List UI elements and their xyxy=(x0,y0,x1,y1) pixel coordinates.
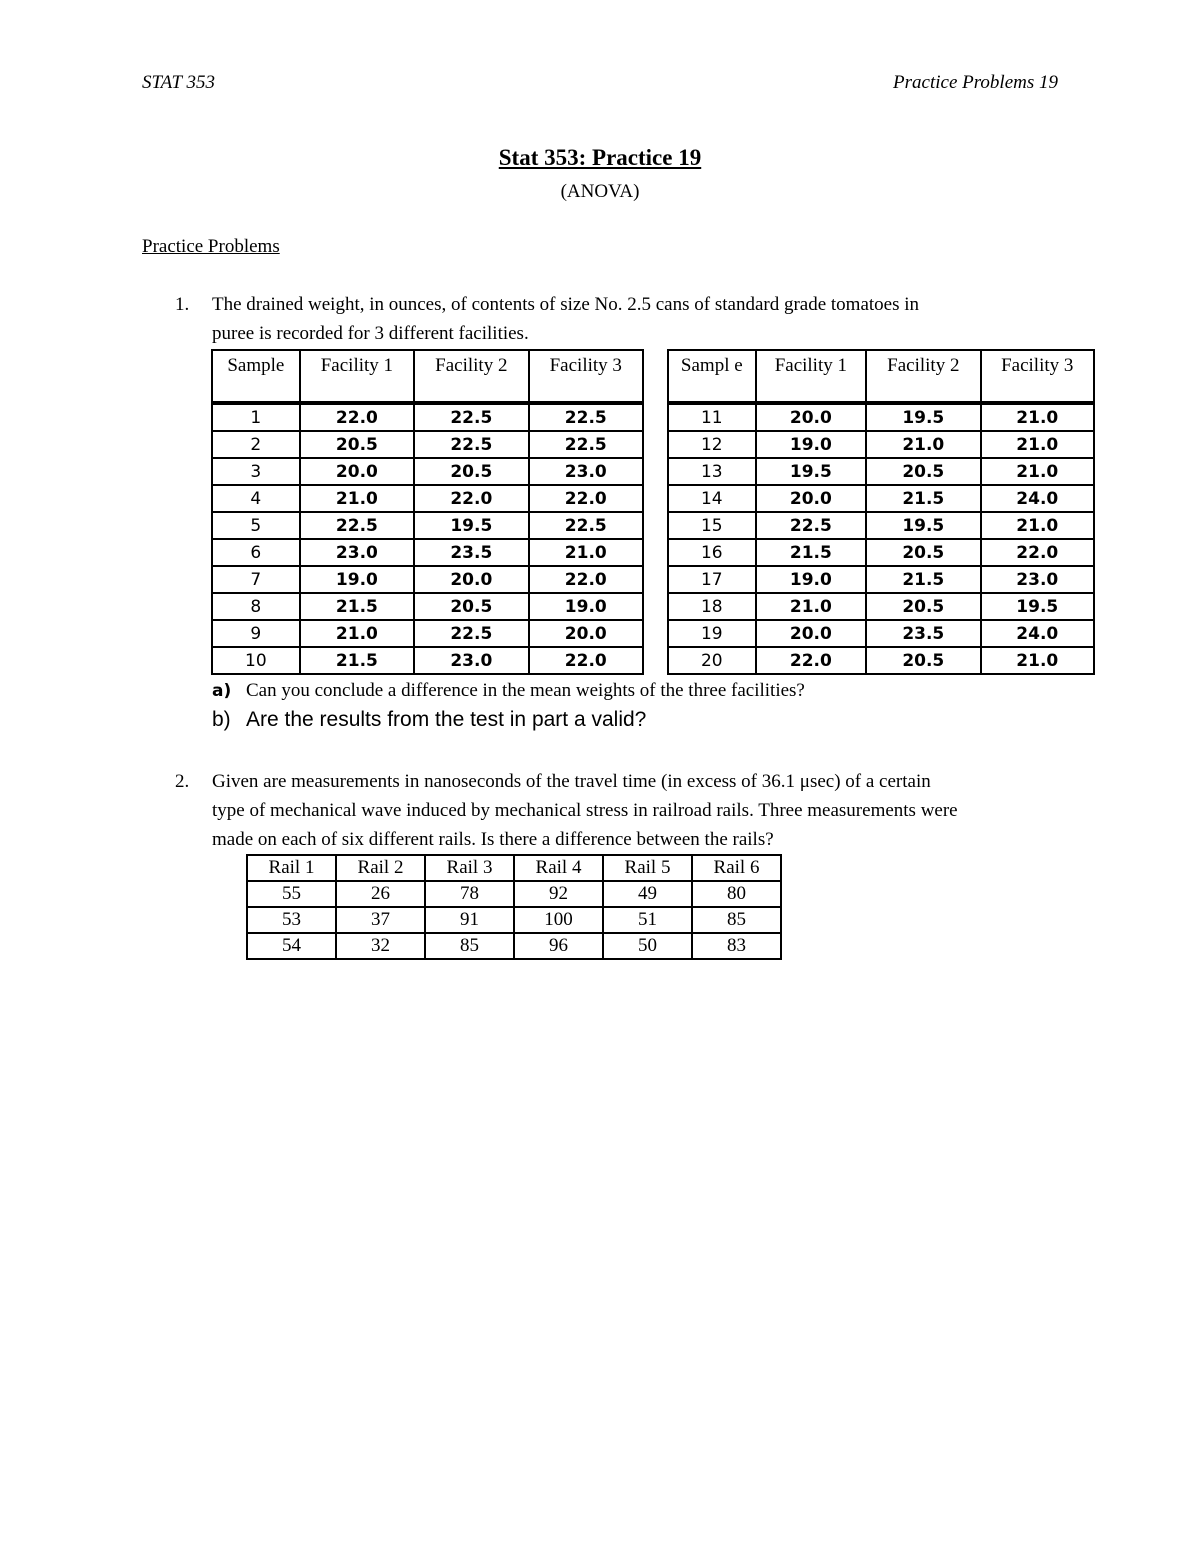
table-cell: 6 xyxy=(212,539,300,566)
table-cell: 3 xyxy=(212,458,300,485)
column-header: Rail 6 xyxy=(692,855,781,881)
page-title xyxy=(0,145,1200,171)
table-cell: 22.0 xyxy=(529,566,643,593)
table-cell: 53 xyxy=(247,907,336,933)
table-row xyxy=(668,647,1094,674)
table-cell: 20.5 xyxy=(414,458,528,485)
header-document: Practice Problems 19 xyxy=(893,72,1058,93)
table-row xyxy=(212,512,643,539)
table-row xyxy=(668,431,1094,458)
table-cell: 24.0 xyxy=(981,620,1094,647)
table-cell: 15 xyxy=(668,512,756,539)
table-cell: 78 xyxy=(425,881,514,907)
table-cell: 21.0 xyxy=(981,458,1094,485)
table-cell: 7 xyxy=(212,566,300,593)
table-cell: 50 xyxy=(603,933,692,959)
table-cell: 17 xyxy=(668,566,756,593)
rails-table xyxy=(246,854,782,960)
table-cell: 22.5 xyxy=(300,512,414,539)
weights-table-right xyxy=(667,349,1095,675)
table-row xyxy=(212,647,643,674)
question-a xyxy=(212,680,805,702)
problem2-line2: type of mechanical wave induced by mechanical stress in railroad rails. Three measurements were xyxy=(212,800,958,821)
table-cell: 19.5 xyxy=(866,403,980,431)
table-cell: 20.5 xyxy=(866,458,980,485)
table-row xyxy=(212,566,643,593)
table-cell: 96 xyxy=(514,933,603,959)
table-row xyxy=(668,566,1094,593)
column-header: Facility 3 xyxy=(529,350,643,403)
table-cell: 2 xyxy=(212,431,300,458)
table-cell: 19.0 xyxy=(756,431,866,458)
table-cell: 21.5 xyxy=(300,647,414,674)
table-cell: 20.5 xyxy=(866,647,980,674)
table-cell: 22.5 xyxy=(529,512,643,539)
table-cell: 80 xyxy=(692,881,781,907)
table-cell: 10 xyxy=(212,647,300,674)
question-b xyxy=(212,708,646,732)
table-cell: 20.0 xyxy=(756,485,866,512)
table-row xyxy=(212,485,643,512)
table-row xyxy=(668,458,1094,485)
table-header-row xyxy=(212,350,643,403)
column-header: Rail 5 xyxy=(603,855,692,881)
table-cell: 23.5 xyxy=(414,539,528,566)
table-row xyxy=(247,907,781,933)
table-cell: 22.5 xyxy=(756,512,866,539)
table-cell: 21.0 xyxy=(529,539,643,566)
table-cell: 37 xyxy=(336,907,425,933)
table-row xyxy=(668,485,1094,512)
table-cell: 21.0 xyxy=(866,431,980,458)
table-cell: 19.5 xyxy=(414,512,528,539)
table-cell: 92 xyxy=(514,881,603,907)
column-header: Facility 2 xyxy=(414,350,528,403)
table-cell: 21.0 xyxy=(300,485,414,512)
problem1-line1: The drained weight, in ounces, of contents of size No. 2.5 cans of standard grade tomatoes in xyxy=(212,294,920,315)
table-row xyxy=(668,593,1094,620)
table-cell: 22.5 xyxy=(414,431,528,458)
table-cell: 11 xyxy=(668,403,756,431)
question-b-text: Are the results from the test in part a valid? xyxy=(246,708,647,731)
table-cell: 20 xyxy=(668,647,756,674)
table-row xyxy=(668,512,1094,539)
column-header: Facility 1 xyxy=(756,350,866,403)
table-row xyxy=(212,539,643,566)
table-header-row xyxy=(247,855,781,881)
table-row xyxy=(212,593,643,620)
table-cell: 20.5 xyxy=(866,593,980,620)
table-cell: 19.5 xyxy=(981,593,1094,620)
table-cell: 22.5 xyxy=(529,431,643,458)
table-cell: 13 xyxy=(668,458,756,485)
weights-table-left xyxy=(211,349,644,675)
table-cell: 22.0 xyxy=(756,647,866,674)
problem1-text xyxy=(212,290,1072,348)
table-row xyxy=(212,620,643,647)
table-row xyxy=(668,403,1094,431)
table-cell: 91 xyxy=(425,907,514,933)
table-cell: 22.0 xyxy=(529,485,643,512)
table-cell: 23.0 xyxy=(529,458,643,485)
table-cell: 20.0 xyxy=(756,403,866,431)
table-cell: 9 xyxy=(212,620,300,647)
table-cell: 21.5 xyxy=(866,566,980,593)
question-a-label: a) xyxy=(212,681,232,701)
table-row xyxy=(668,539,1094,566)
table-cell: 21.0 xyxy=(756,593,866,620)
table-cell: 8 xyxy=(212,593,300,620)
table-cell: 12 xyxy=(668,431,756,458)
problem1-number: 1. xyxy=(175,294,190,315)
table-header-row xyxy=(668,350,1094,403)
column-header: Facility 2 xyxy=(866,350,980,403)
table-cell: 22.5 xyxy=(414,403,528,431)
table-cell: 85 xyxy=(692,907,781,933)
page-title-text: Stat 353: Practice 19 xyxy=(498,145,702,170)
table-row xyxy=(212,458,643,485)
table-cell: 21.5 xyxy=(300,593,414,620)
table-cell: 55 xyxy=(247,881,336,907)
table-cell: 14 xyxy=(668,485,756,512)
column-header: Sampl e xyxy=(668,350,756,403)
table-cell: 4 xyxy=(212,485,300,512)
column-header: Rail 3 xyxy=(425,855,514,881)
table-cell: 5 xyxy=(212,512,300,539)
table-cell: 19.5 xyxy=(866,512,980,539)
table-cell: 21.0 xyxy=(981,512,1094,539)
table-cell: 22.0 xyxy=(529,647,643,674)
table-cell: 21.5 xyxy=(756,539,866,566)
table-cell: 23.0 xyxy=(300,539,414,566)
table-cell: 20.0 xyxy=(756,620,866,647)
column-header: Rail 2 xyxy=(336,855,425,881)
table-cell: 22.5 xyxy=(529,403,643,431)
table-cell: 100 xyxy=(514,907,603,933)
table-cell: 54 xyxy=(247,933,336,959)
table-cell: 20.5 xyxy=(866,539,980,566)
table-cell: 23.5 xyxy=(866,620,980,647)
column-header: Facility 1 xyxy=(300,350,414,403)
table-cell: 16 xyxy=(668,539,756,566)
table-cell: 19.0 xyxy=(300,566,414,593)
table-cell: 22.0 xyxy=(414,485,528,512)
problem1-line2: puree is recorded for 3 different facilities. xyxy=(212,323,529,344)
table-cell: 83 xyxy=(692,933,781,959)
problem2-line3: made on each of six different rails. Is there a difference between the rails? xyxy=(212,829,774,850)
table-cell: 49 xyxy=(603,881,692,907)
table-cell: 23.0 xyxy=(414,647,528,674)
question-a-text: Can you conclude a difference in the mean weights of the three facilities? xyxy=(246,680,805,701)
table-cell: 24.0 xyxy=(981,485,1094,512)
column-header: Rail 1 xyxy=(247,855,336,881)
table-cell: 23.0 xyxy=(981,566,1094,593)
table-cell: 32 xyxy=(336,933,425,959)
table-cell: 1 xyxy=(212,403,300,431)
problem2-text xyxy=(212,767,1072,854)
section-heading: Practice Problems xyxy=(142,236,280,257)
table-cell: 22.0 xyxy=(981,539,1094,566)
table-row xyxy=(247,933,781,959)
table-row xyxy=(212,403,643,431)
column-header: Sample xyxy=(212,350,300,403)
table-cell: 85 xyxy=(425,933,514,959)
table-cell: 22.0 xyxy=(300,403,414,431)
table-cell: 18 xyxy=(668,593,756,620)
table-row xyxy=(247,881,781,907)
table-cell: 51 xyxy=(603,907,692,933)
table-cell: 22.5 xyxy=(414,620,528,647)
table-cell: 19 xyxy=(668,620,756,647)
table-cell: 20.0 xyxy=(414,566,528,593)
table-cell: 21.0 xyxy=(300,620,414,647)
table-cell: 20.5 xyxy=(414,593,528,620)
table-row xyxy=(668,620,1094,647)
question-b-label: b) xyxy=(212,708,231,731)
table-cell: 19.5 xyxy=(756,458,866,485)
table-cell: 21.0 xyxy=(981,431,1094,458)
table-cell: 26 xyxy=(336,881,425,907)
column-header: Rail 4 xyxy=(514,855,603,881)
problem2-line1: Given are measurements in nanoseconds of the travel time (in excess of 36.1 μsec) of a certain xyxy=(212,771,931,792)
table-cell: 21.5 xyxy=(866,485,980,512)
header-course: STAT 353 xyxy=(142,72,216,93)
table-cell: 20.5 xyxy=(300,431,414,458)
table-row xyxy=(212,431,643,458)
table-cell: 19.0 xyxy=(529,593,643,620)
problem2-number: 2. xyxy=(175,771,190,792)
table-cell: 21.0 xyxy=(981,647,1094,674)
page-subtitle: (ANOVA) xyxy=(560,181,640,202)
table-cell: 20.0 xyxy=(529,620,643,647)
column-header: Facility 3 xyxy=(981,350,1094,403)
table-cell: 21.0 xyxy=(981,403,1094,431)
table-cell: 19.0 xyxy=(756,566,866,593)
table-cell: 20.0 xyxy=(300,458,414,485)
